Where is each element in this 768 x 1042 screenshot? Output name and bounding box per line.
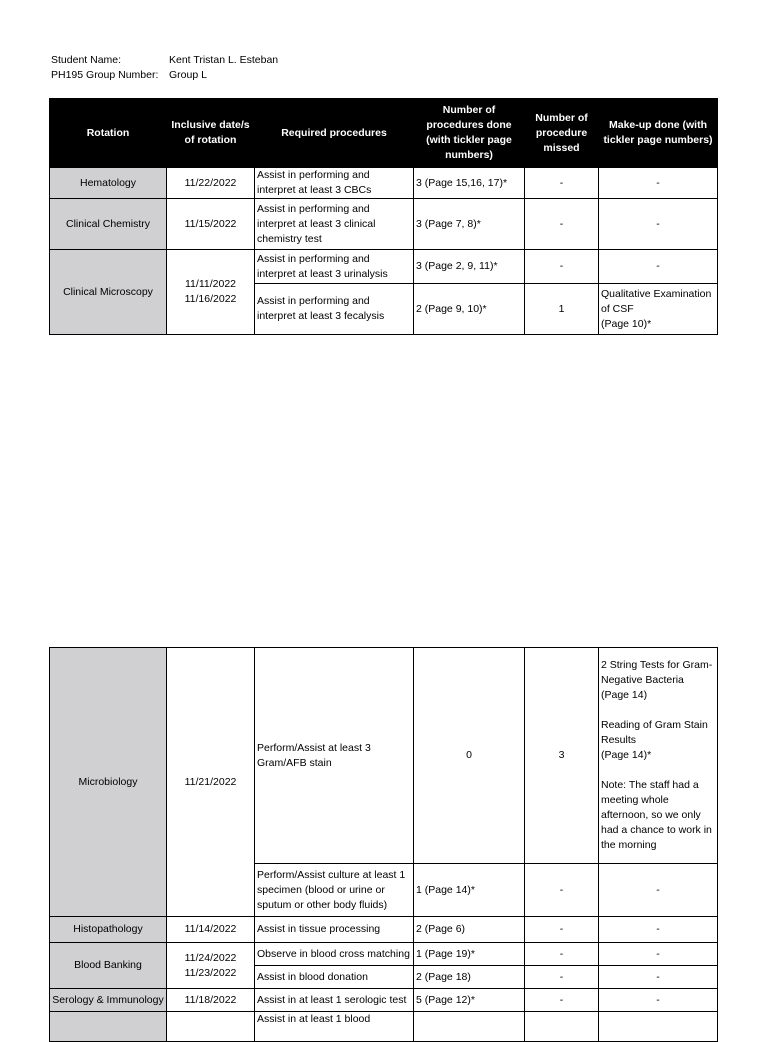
header-make-up: Make-up done (with tickler page numbers)	[599, 99, 718, 168]
header-procedures-missed: Number of procedure missed	[525, 99, 599, 168]
procedure-cell: Assist in performing and interpret at least 3 fecalysis	[255, 284, 414, 335]
missed-cell: -	[525, 168, 599, 199]
header-procedures-done: Number of procedures done (with tickler page numbers)	[414, 99, 525, 168]
missed-cell: -	[525, 864, 599, 917]
procedure-cell: Assist in at least 1 blood	[255, 1012, 414, 1042]
makeup-cell	[599, 1012, 718, 1042]
table-row	[50, 168, 718, 199]
makeup-cell: -	[599, 966, 718, 989]
done-cell: 2 (Page 6)	[414, 917, 525, 943]
table-row	[50, 1012, 718, 1042]
rotation-cell: Microbiology	[50, 648, 167, 917]
rotation-cell: Serology & Immunology	[50, 989, 167, 1012]
missed-cell: -	[525, 199, 599, 250]
procedure-cell: Assist in performing and interpret at least 3 urinalysis	[255, 250, 414, 284]
missed-cell: -	[525, 917, 599, 943]
table-row	[50, 943, 718, 966]
header-required-procedures: Required procedures	[255, 99, 414, 168]
rotation-cell	[50, 1012, 167, 1042]
procedure-cell: Perform/Assist at least 3 Gram/AFB stain	[255, 648, 414, 864]
done-cell	[414, 1012, 525, 1042]
date-cell: 11/11/2022 11/16/2022	[167, 250, 255, 335]
table-row	[50, 199, 718, 250]
makeup-cell: -	[599, 917, 718, 943]
date-cell: 11/24/2022 11/23/2022	[167, 943, 255, 989]
done-cell: 3 (Page 2, 9, 11)*	[414, 250, 525, 284]
done-cell: 1 (Page 19)*	[414, 943, 525, 966]
date-cell	[167, 1012, 255, 1042]
procedure-cell: Assist in tissue processing	[255, 917, 414, 943]
done-cell: 1 (Page 14)*	[414, 864, 525, 917]
student-name-row	[51, 53, 278, 68]
makeup-cell: -	[599, 943, 718, 966]
student-name-value: Kent Tristan L. Esteban	[169, 54, 279, 66]
date-cell: 11/14/2022	[167, 917, 255, 943]
date-cell: 11/22/2022	[167, 168, 255, 199]
student-name-label: Student Name:	[51, 54, 122, 66]
rotation-cell: Clinical Microscopy	[50, 250, 167, 335]
group-number-row	[51, 68, 278, 83]
done-cell: 2 (Page 18)	[414, 966, 525, 989]
header-dates: Inclusive date/s of rotation	[167, 99, 255, 168]
done-cell: 3 (Page 7, 8)*	[414, 199, 525, 250]
rotation-cell: Hematology	[50, 168, 167, 199]
date-cell: 11/18/2022	[167, 989, 255, 1012]
table-row	[50, 917, 718, 943]
rotation-cell: Blood Banking	[50, 943, 167, 989]
procedure-cell: Assist in blood donation	[255, 966, 414, 989]
makeup-cell: -	[599, 199, 718, 250]
makeup-cell: -	[599, 250, 718, 284]
missed-cell: 1	[525, 284, 599, 335]
missed-cell: -	[525, 966, 599, 989]
rotation-cell: Histopathology	[50, 917, 167, 943]
student-info	[51, 53, 278, 83]
missed-cell: -	[525, 250, 599, 284]
header-row	[50, 99, 718, 168]
rotation-table-2	[49, 647, 718, 1042]
group-number-label: PH195 Group Number:	[51, 69, 159, 81]
makeup-cell: -	[599, 168, 718, 199]
date-cell: 11/21/2022	[167, 648, 255, 917]
missed-cell: -	[525, 943, 599, 966]
table-row	[50, 648, 718, 864]
procedure-cell: Assist in performing and interpret at least 3 clinical chemistry test	[255, 199, 414, 250]
done-cell: 5 (Page 12)*	[414, 989, 525, 1012]
makeup-cell: 2 String Tests for Gram-Negative Bacteria (Page 14) Reading of Gram Stain Results (Page 14)* Note: The staff had a meeting whole afternoon, so we only had a chance to work in the morning	[599, 648, 718, 864]
makeup-cell: -	[599, 864, 718, 917]
rotation-cell: Clinical Chemistry	[50, 199, 167, 250]
procedure-cell: Assist in performing and interpret at least 3 CBCs	[255, 168, 414, 199]
missed-cell: 3	[525, 648, 599, 864]
procedure-cell: Assist in at least 1 serologic test	[255, 989, 414, 1012]
date-cell: 11/15/2022	[167, 199, 255, 250]
done-cell: 2 (Page 9, 10)*	[414, 284, 525, 335]
makeup-cell: Qualitative Examination of CSF (Page 10)*	[599, 284, 718, 335]
procedure-cell: Perform/Assist culture at least 1 specimen (blood or urine or sputum or other body fluids)	[255, 864, 414, 917]
group-number-value: Group L	[169, 69, 207, 81]
makeup-cell: -	[599, 989, 718, 1012]
done-cell: 0	[414, 648, 525, 864]
done-cell: 3 (Page 15,16, 17)*	[414, 168, 525, 199]
rotation-table-1	[49, 98, 718, 335]
table-row	[50, 250, 718, 284]
table-row	[50, 989, 718, 1012]
missed-cell	[525, 1012, 599, 1042]
header-rotation: Rotation	[50, 99, 167, 168]
procedure-cell: Observe in blood cross matching	[255, 943, 414, 966]
missed-cell: -	[525, 989, 599, 1012]
